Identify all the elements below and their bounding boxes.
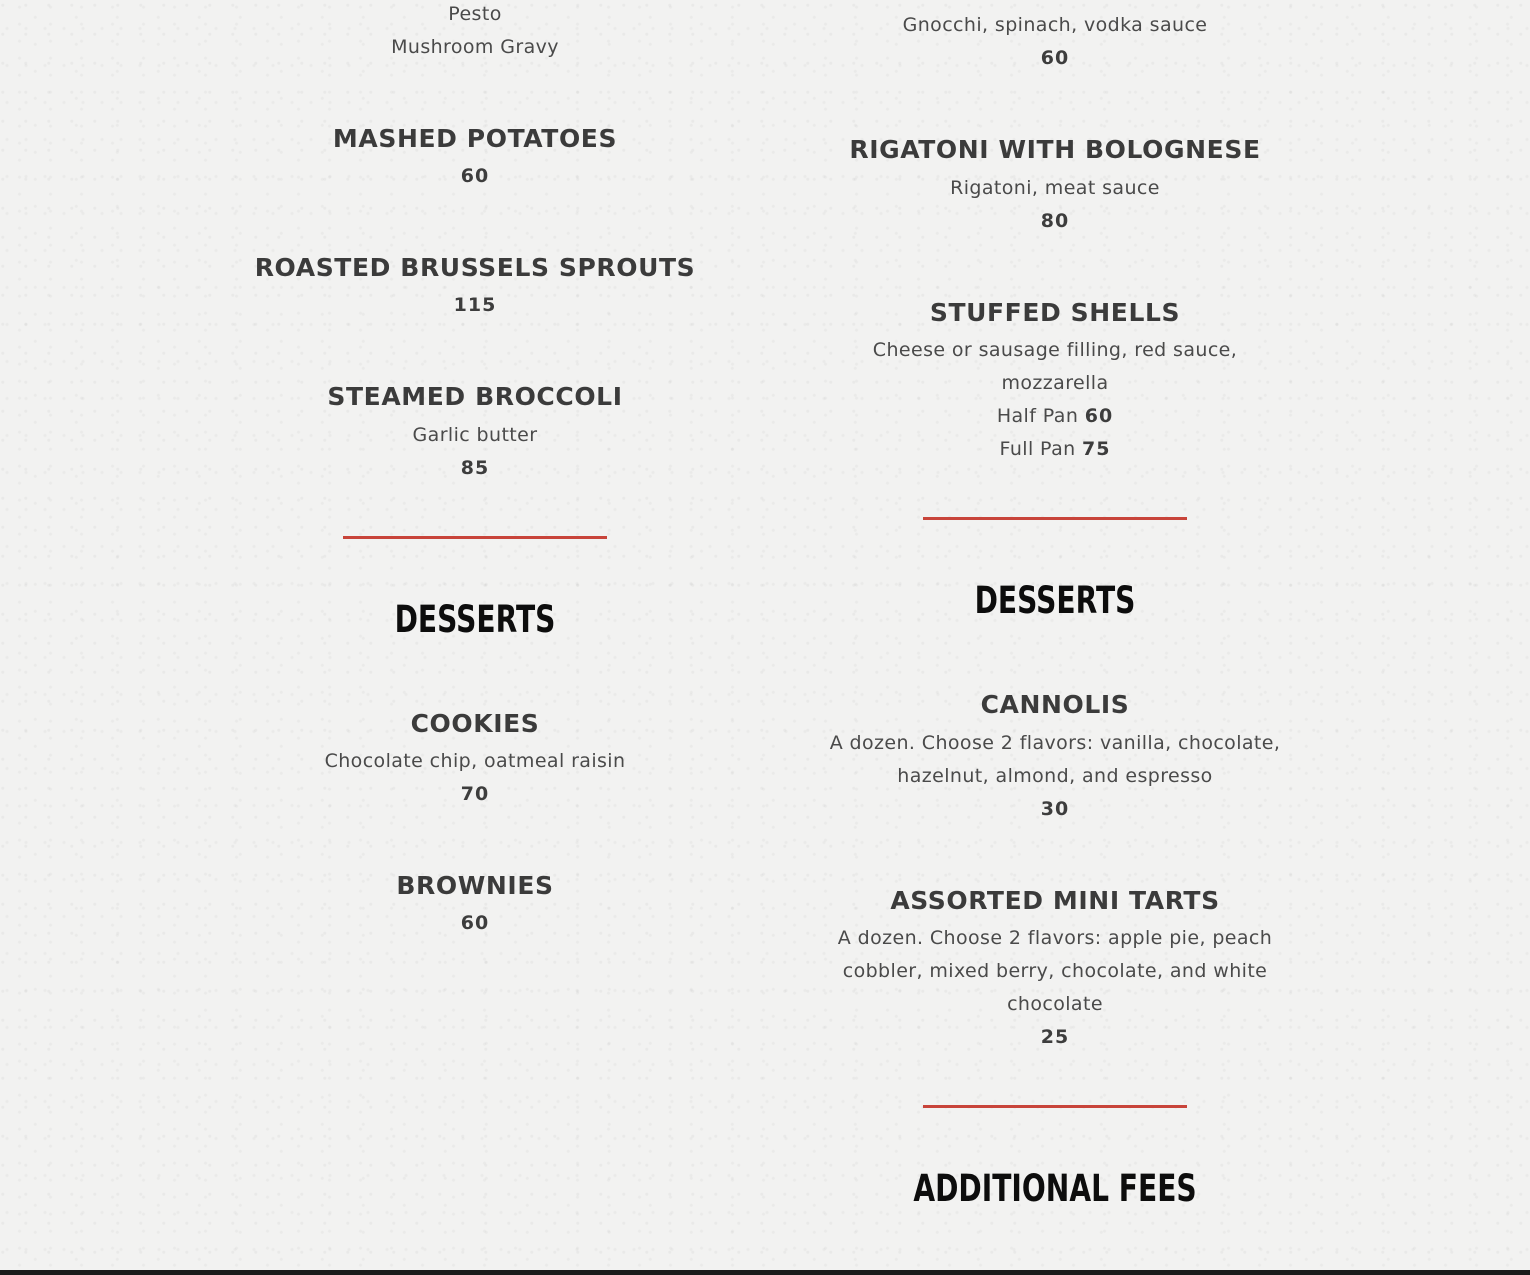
item-title-steamed-broccoli: STEAMED BROCCOLI [327, 382, 623, 411]
item-price-mashed-potatoes: 60 [460, 165, 490, 187]
item-description-stuffed-shells-line-2: mozzarella [1001, 372, 1109, 394]
item-title-cannolis: CANNOLIS [980, 690, 1130, 719]
item-price-roasted-brussels-sprouts: 115 [453, 294, 497, 316]
sauce-option-mushroom-gravy: Mushroom Gravy [391, 36, 559, 58]
item-price-rigatoni: 80 [1040, 210, 1070, 232]
item-description-gnocchi: Gnocchi, spinach, vodka sauce [902, 14, 1208, 36]
item-title-mashed-potatoes: MASHED POTATOES [332, 124, 618, 153]
item-title-assorted-mini-tarts: ASSORTED MINI TARTS [890, 886, 1220, 915]
section-divider-right-2 [923, 1105, 1187, 1108]
item-description-steamed-broccoli: Garlic butter [412, 424, 538, 446]
item-title-brownies: BROWNIES [396, 871, 554, 900]
item-price-mini-tarts: 25 [1040, 1026, 1070, 1048]
item-description-cannolis-line-2: hazelnut, almond, and espresso [897, 765, 1213, 787]
item-price-cannolis: 30 [1040, 798, 1070, 820]
section-divider-left [343, 536, 607, 539]
item-option-full-pan [1000, 437, 1111, 461]
item-price-gnocchi: 60 [1040, 47, 1070, 69]
item-price-cookies: 70 [460, 783, 490, 805]
option-price-half-pan: 60 [1084, 405, 1114, 427]
item-description-mini-tarts-line-1: A dozen. Choose 2 flavors: apple pie, peach [837, 927, 1273, 949]
item-description-cannolis-line-1: A dozen. Choose 2 flavors: vanilla, chocolate, [829, 732, 1281, 754]
item-description-stuffed-shells-line-1: Cheese or sausage filling, red sauce, [872, 339, 1238, 361]
item-description-cookies: Chocolate chip, oatmeal raisin [324, 750, 626, 772]
option-price-full-pan: 75 [1082, 438, 1111, 460]
item-title-rigatoni-with-bolognese: RIGATONI WITH BOLOGNESE [849, 135, 1261, 164]
item-title-cookies: COOKIES [410, 709, 540, 738]
item-title-roasted-brussels-sprouts: ROASTED BRUSSELS SPROUTS [254, 253, 696, 282]
item-price-brownies: 60 [460, 912, 490, 934]
option-label-half-pan: Half Pan [996, 405, 1079, 427]
item-price-steamed-broccoli: 85 [460, 457, 490, 479]
item-description-rigatoni: Rigatoni, meat sauce [950, 177, 1160, 199]
item-description-mini-tarts-line-2: cobbler, mixed berry, chocolate, and white [842, 960, 1268, 982]
section-heading-desserts-right: DESSERTS [974, 579, 1136, 622]
bottom-edge-bar [0, 1270, 1530, 1275]
option-label-full-pan: Full Pan [999, 438, 1076, 460]
sauce-option-pesto: Pesto [448, 3, 502, 25]
item-title-stuffed-shells: STUFFED SHELLS [929, 298, 1181, 327]
section-divider-right-1 [923, 517, 1187, 520]
section-heading-desserts-left: DESSERTS [394, 598, 556, 641]
item-option-half-pan [997, 404, 1113, 428]
section-heading-additional-fees: ADDITIONAL FEES [913, 1167, 1197, 1210]
item-description-mini-tarts-line-3: chocolate [1007, 993, 1103, 1015]
